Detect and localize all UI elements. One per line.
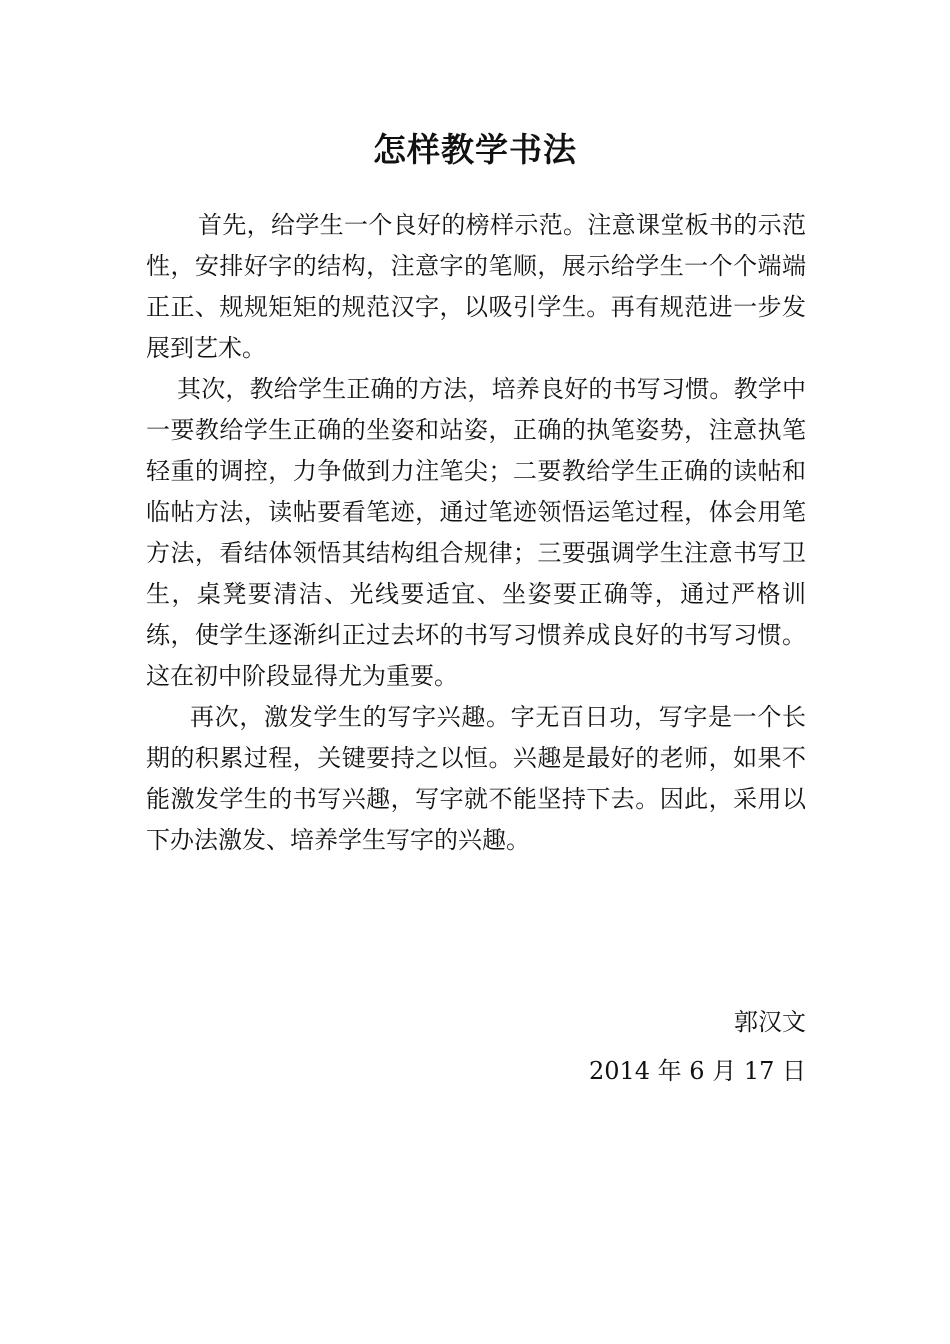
paragraph-3: 再次，激发学生的写字兴趣。字无百日功，写字是一个长期的积累过程，关键要持之以恒。兴趣是最好的老师，如果不能激发学生的书写兴趣，写字就不能坚持下去。因此，采用以下办法激发、培养学生写字的兴趣。 bbox=[146, 703, 806, 854]
document-body bbox=[146, 205, 806, 861]
paragraph-1: 首先，给学生一个良好的榜样示范。注意课堂板书的示范性，安排好字的结构，注意字的笔顺，展示给学生一个个端端正正、规规矩矩的规范汉字，以吸引学生。再有规范进一步发展到艺术。 bbox=[146, 211, 806, 362]
document-date: 2014 年 6 月 17 日 bbox=[588, 1057, 806, 1085]
document-title: 怎样教学书法 bbox=[373, 130, 577, 169]
author-signature: 郭汉文 bbox=[734, 1008, 806, 1036]
paragraph-2: 其次，教给学生正确的方法，培养良好的书写习惯。教学中一要教给学生正确的坐姿和站姿，正确的执笔姿势，注意执笔轻重的调控，力争做到力注笔尖；二要教给学生正确的读帖和临帖方法，读帖要看笔迹，通过笔迹领悟运笔过程，体会用笔方法，看结体领悟其结构组合规律；三要强调学生注意书写卫生，桌凳要清洁、光线要适宜、坐姿要正确等，通过严格训练，使学生逐渐纠正过去坏的书写习惯养成良好的书写习惯。这在初中阶段显得尤为重要。 bbox=[146, 375, 806, 690]
